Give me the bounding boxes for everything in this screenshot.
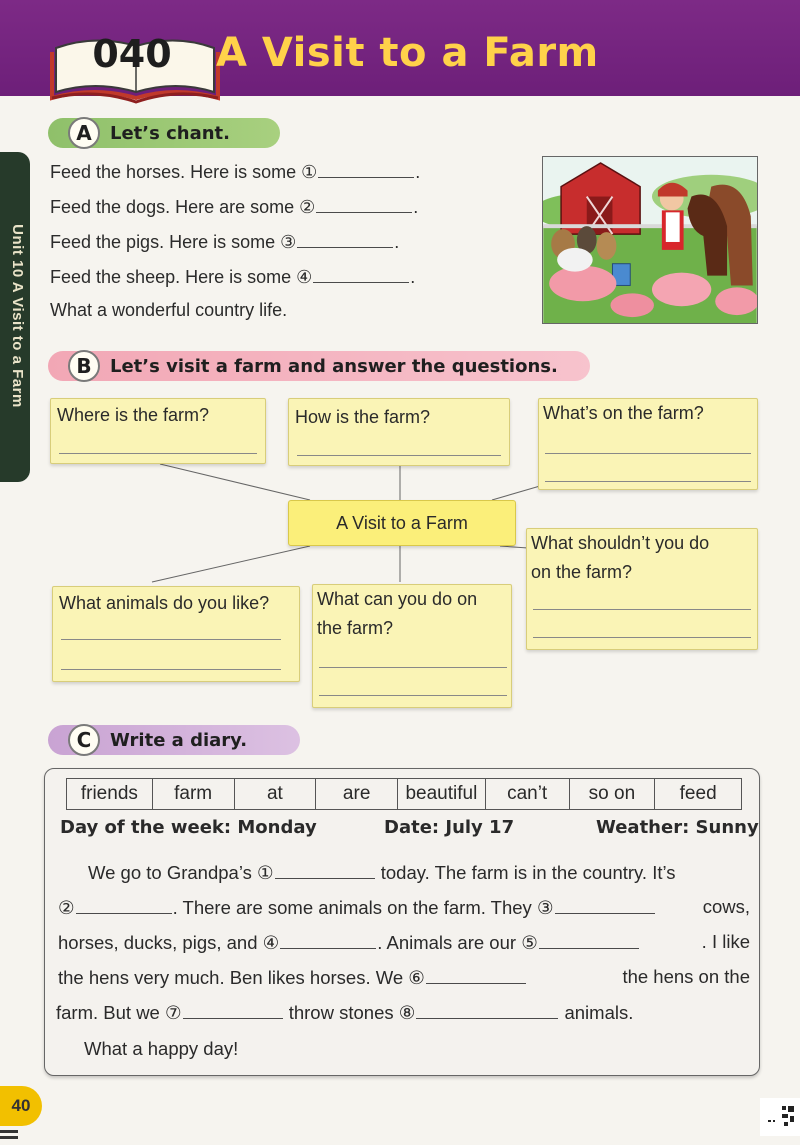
word-bank-item: feed — [679, 783, 717, 804]
blank-number: ⑤ — [521, 933, 538, 954]
word-bank-item: friends — [67, 779, 153, 809]
page-stripe — [0, 1130, 18, 1133]
diary-line-2: ② . There are some animals on the farm. They ③ cows, — [58, 896, 750, 919]
answer-line[interactable] — [533, 609, 751, 610]
diary-blank-8[interactable] — [416, 1001, 558, 1019]
section-b-title: Let’s visit a farm and answer the questions. — [110, 355, 558, 377]
answer-line[interactable] — [59, 453, 257, 454]
word-bank-item: at — [235, 779, 317, 809]
word-bank-item: so on — [570, 779, 656, 809]
word-bank-item: can’t — [486, 779, 570, 809]
question-box-animals — [52, 586, 300, 682]
diary-blank-5[interactable] — [539, 931, 639, 949]
blank-number: ⑦ — [164, 1003, 182, 1024]
page-stripe — [0, 1136, 18, 1139]
blank-number: ⑧ — [398, 1003, 416, 1024]
diary-date: Date: July 17 — [384, 817, 515, 838]
blank-number: ④ — [262, 933, 280, 954]
diary-line-4: the hens very much. Ben likes horses. We ⑥ the hens on the — [58, 966, 750, 989]
diary-blank-2[interactable] — [76, 896, 172, 914]
diary-blank-7[interactable] — [183, 1001, 283, 1019]
answer-line[interactable] — [61, 639, 281, 640]
answer-line[interactable] — [545, 481, 751, 482]
section-c-title: Write a diary. — [110, 729, 248, 751]
question-box-where — [50, 398, 266, 464]
diary-blank-3[interactable] — [555, 896, 655, 914]
word-bank-item: are — [316, 779, 398, 809]
chant-line-3: Feed the pigs. Here is some ③ . — [50, 232, 400, 253]
answer-line[interactable] — [319, 695, 507, 696]
question-can-do-line2: the farm? — [317, 618, 394, 638]
section-c-banner — [48, 725, 300, 755]
diary-line-5: farm. But we ⑦ throw stones ⑧ animals. — [56, 1002, 634, 1024]
blank-number: ② — [299, 197, 316, 218]
diary-blank-4[interactable] — [280, 931, 376, 949]
diary-line-3: horses, ducks, pigs, and ④ . Animals are our ⑤ . I like — [58, 931, 750, 954]
diary-blank-1[interactable] — [275, 861, 375, 879]
blank-number: ② — [58, 898, 75, 919]
blank-number: ① — [301, 162, 318, 183]
blank-number: ③ — [280, 232, 297, 253]
section-b-letter: B — [68, 350, 100, 382]
diary-weather: Weather: Sunny — [596, 817, 759, 838]
word-bank-item: beautiful — [398, 779, 486, 809]
answer-line[interactable] — [319, 667, 507, 668]
lesson-number: 040 — [92, 32, 172, 76]
question-how: How is the farm? — [295, 407, 431, 427]
blank-number: ④ — [296, 267, 313, 288]
section-a-letter: A — [68, 117, 100, 149]
question-can-do-line1: What can you do on — [317, 589, 478, 609]
diary-closing: What a happy day! — [84, 1038, 239, 1059]
page-title: A Visit to a Farm — [216, 30, 599, 76]
question-whats-on: What’s on the farm? — [543, 403, 704, 423]
word-bank — [66, 778, 742, 810]
blank-number: ⑥ — [408, 968, 425, 989]
question-shouldnt-line1: What shouldn’t you do — [531, 533, 710, 553]
answer-line[interactable] — [61, 669, 281, 670]
unit-side-tab-label: Unit 10 A Visit to a Farm — [9, 224, 26, 408]
question-box-how — [288, 398, 510, 466]
question-animals: What animals do you like? — [59, 593, 270, 613]
answer-line[interactable] — [533, 637, 751, 638]
page-number: 40 — [0, 1086, 42, 1126]
question-box-shouldnt — [526, 528, 758, 650]
chant-line-4: Feed the sheep. Here is some ④ . — [50, 267, 416, 288]
chant-line-1: Feed the horses. Here is some ① . — [50, 162, 421, 183]
section-a-title: Let’s chant. — [110, 122, 230, 144]
answer-line[interactable] — [297, 455, 501, 456]
question-where: Where is the farm? — [57, 405, 210, 425]
answer-line[interactable] — [545, 453, 751, 454]
mind-map-center: A Visit to a Farm — [288, 500, 516, 546]
diary-blank-6[interactable] — [426, 966, 526, 984]
chant-line-5: What a wonderful country life. — [50, 300, 288, 320]
section-c-letter: C — [68, 724, 100, 756]
blank-number: ③ — [536, 898, 554, 919]
blank-number: ① — [257, 863, 274, 884]
diary-day: Day of the week: Monday — [60, 817, 317, 838]
question-box-whats-on — [538, 398, 758, 490]
word-bank-item: farm — [153, 779, 235, 809]
diary-line-1: We go to Grandpa’s ① today. The farm is in the country. It’s — [88, 862, 676, 884]
chant-line-2: Feed the dogs. Here are some ② . — [50, 197, 419, 218]
qr-code-icon — [760, 1098, 800, 1136]
question-box-can-do — [312, 584, 512, 708]
diary-panel — [44, 768, 760, 1076]
question-shouldnt-line2: on the farm? — [531, 562, 633, 582]
